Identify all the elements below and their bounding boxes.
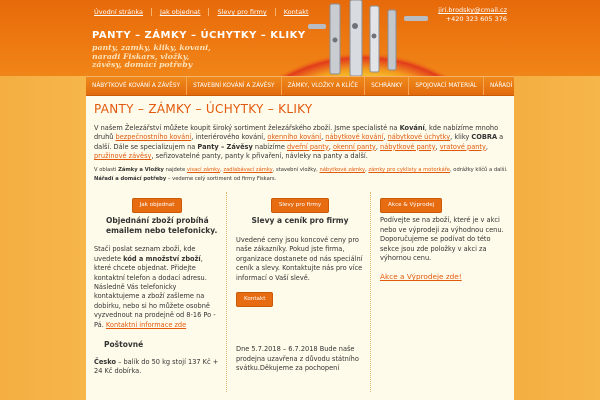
small-bold-tools: Nářadí a domácí potřeby [94, 175, 167, 182]
contact-button[interactable]: Kontakt [236, 292, 273, 307]
small-text: , [220, 167, 224, 173]
how-to-order-button[interactable]: Jak objednat [132, 198, 183, 213]
intro-bold-kovani: Kování [399, 124, 425, 132]
small-text: V oblasti [94, 167, 119, 173]
intro-text: a další. Dále se specializujem na [94, 133, 504, 151]
column-divider [226, 192, 227, 392]
link-door-hinges[interactable]: dveřní panty [287, 142, 329, 151]
sale-text: Podívejte se na zboží, které je v akci nebo ve výprodeji za výhodnou cenu. Doporučujeme se podívat do této sekce jsou zde položky v akci za výhornou cenu. [380, 216, 504, 263]
site-header [0, 0, 600, 76]
menu-item-mailboxes[interactable]: SCHRÁNKY [365, 77, 409, 95]
menu-item-locks[interactable]: ZÁMKY, VLOŽKY A KLÍČE [282, 77, 366, 95]
link-furniture-hinges[interactable]: nábytkové panty [380, 142, 436, 151]
link-window-hinges[interactable]: okenní panty [332, 142, 376, 151]
right-background-stripe [514, 76, 600, 400]
intro-text: , [435, 142, 440, 151]
order-title: Objednání zboží probíhá emailem nebo telefonicky. [106, 216, 218, 235]
intro-text: nabízíme [252, 142, 287, 151]
sale-button[interactable]: Akce & Výprodej [380, 198, 442, 213]
link-spring-hinges[interactable]: pružinové závěsy [94, 151, 152, 160]
postage-info [94, 358, 220, 377]
intro-bold-panty: Panty – Závěsy [197, 142, 253, 151]
postage-country: Česko [94, 357, 116, 366]
postage-title: Poštovné [104, 340, 144, 350]
discounts-button[interactable]: Slevy pro firmy [271, 198, 329, 213]
order-bold: kód a množství zboží [123, 254, 201, 263]
intro-text: , [485, 142, 489, 151]
column-how-to-order [94, 198, 220, 376]
small-bold-locks: Zámky a Vložky [118, 167, 164, 173]
order-description [94, 245, 220, 330]
menu-item-fasteners[interactable]: SPOJOVACÍ MATERIÁL [409, 77, 484, 95]
small-text: , odrážky klíčů a další. [449, 167, 508, 173]
site-tagline: panty, zamky, kliky, kovani, naradi Fiskars, vložky, závěsy, domácí potřeby [92, 43, 211, 70]
main-content [86, 96, 514, 400]
discounts-text: Uvedené ceny jsou koncové ceny pro naše zákazníky. Pokud jste firma, organizace dostanete od nás speciální ceník a slevy. Kontaktujte nás pro více informací o Vaší slevě. [236, 235, 363, 282]
intro-text: , [321, 133, 326, 142]
discounts-title: Slevy a ceník pro firmy [251, 216, 349, 226]
menu-item-tools[interactable]: NÁŘADÍ [490, 83, 513, 89]
intro-text: , kliky [450, 133, 472, 142]
menu-item-building-fittings[interactable]: STAVEBNÍ KOVÁNÍ A ZÁVĚSY [187, 77, 281, 95]
link-padlocks[interactable]: visací zámky [186, 167, 221, 173]
intro-text: V našem Železářství můžete koupit široký sortiment železářského zboží. Jsme specialisté na [94, 124, 400, 132]
intro-bold-cobra: COBRA [471, 133, 498, 142]
nav-link-discounts[interactable]: Slevy pro firmy [208, 8, 274, 16]
intro-text: , [375, 142, 381, 151]
intro-text: , seřizovatelné panty, panty k přivaření, návleky na panty a další. [151, 151, 368, 160]
order-text: Stačí poslat seznam zboží, kde uvedete [94, 245, 196, 263]
link-furniture-handles[interactable]: nábytkové úchytky [387, 133, 451, 142]
small-text: , stavební vložky, [272, 167, 320, 173]
intro-text: , kde nabízíme mnoho druhů [94, 124, 499, 142]
intro-text: , [328, 142, 333, 151]
link-gate-hinges[interactable]: vratové panty [439, 142, 486, 151]
link-furniture-locks[interactable]: nábytkové zámky [319, 167, 366, 173]
intro-paragraph [94, 124, 508, 161]
link-furniture-fittings[interactable]: nábytkové kování [325, 133, 384, 142]
nav-link-how-to-order[interactable]: Jak objednat [151, 8, 208, 16]
small-text: , [365, 167, 369, 173]
top-navigation [92, 8, 317, 16]
intro-text: , [383, 133, 388, 142]
column-sale [380, 198, 506, 282]
column-discounts [236, 198, 364, 374]
sale-link[interactable]: Akce a Výprodeje zde! [380, 272, 462, 282]
contact-email[interactable]: jiri.brodsky@cmail.cz [438, 6, 507, 14]
intro-text: , interiérového kování, [191, 133, 268, 142]
link-mortise-locks[interactable]: zadlabávací zámky [223, 167, 273, 173]
link-security-fittings[interactable]: bezpečnostního kování [115, 133, 192, 142]
contact-info-link[interactable]: Kontaktní informace zde [105, 320, 187, 329]
menu-item-furniture-fittings[interactable]: NÁBYTKOVÉ KOVÁNÍ A ZÁVĚSY [86, 77, 187, 95]
nav-link-home[interactable]: Úvodní stránka [94, 8, 144, 16]
small-text: – vedeme celý sortiment od firmy Fiskars. [166, 175, 277, 182]
column-divider [370, 192, 371, 392]
small-text: najdete [163, 167, 187, 173]
site-title: PANTY – ZÁMKY – ÚCHYTKY – KLIKY [92, 30, 306, 41]
main-menu [86, 76, 514, 96]
page-title: PANTY – ZÁMKY – ÚCHYTKY – KLIKY [94, 102, 313, 116]
store-closure-notice: Dne 5.7.2018 – 6.7.2018 Bude naše prodejna uzavřena z důvodu státního svátku.Děkujeme za pochopení [236, 345, 359, 373]
contact-phone: +420 323 605 376 [445, 15, 507, 23]
postage-text: – balík do 50 kg stojí 137 Kč + 24 Kč dobírka. [94, 357, 219, 375]
contact-info [438, 6, 507, 24]
link-window-fittings[interactable]: okenního kování [267, 133, 322, 142]
nav-link-contact[interactable]: Kontakt [275, 8, 317, 16]
order-text: , které chcete objednat. Přidejte kontaktní telefon a dodací adresu. Následně Vás telefonicky kontaktujeme a zboží zašleme na dobírku, nebo si ho můžete osobně vyzvednout na prodejně od 8-16 Po - Pá. [94, 254, 216, 329]
link-bike-locks[interactable]: zámky pro cyklisty a motorkáře [368, 167, 450, 173]
left-background-stripe [0, 76, 86, 400]
intro-small-paragraph [94, 166, 508, 183]
